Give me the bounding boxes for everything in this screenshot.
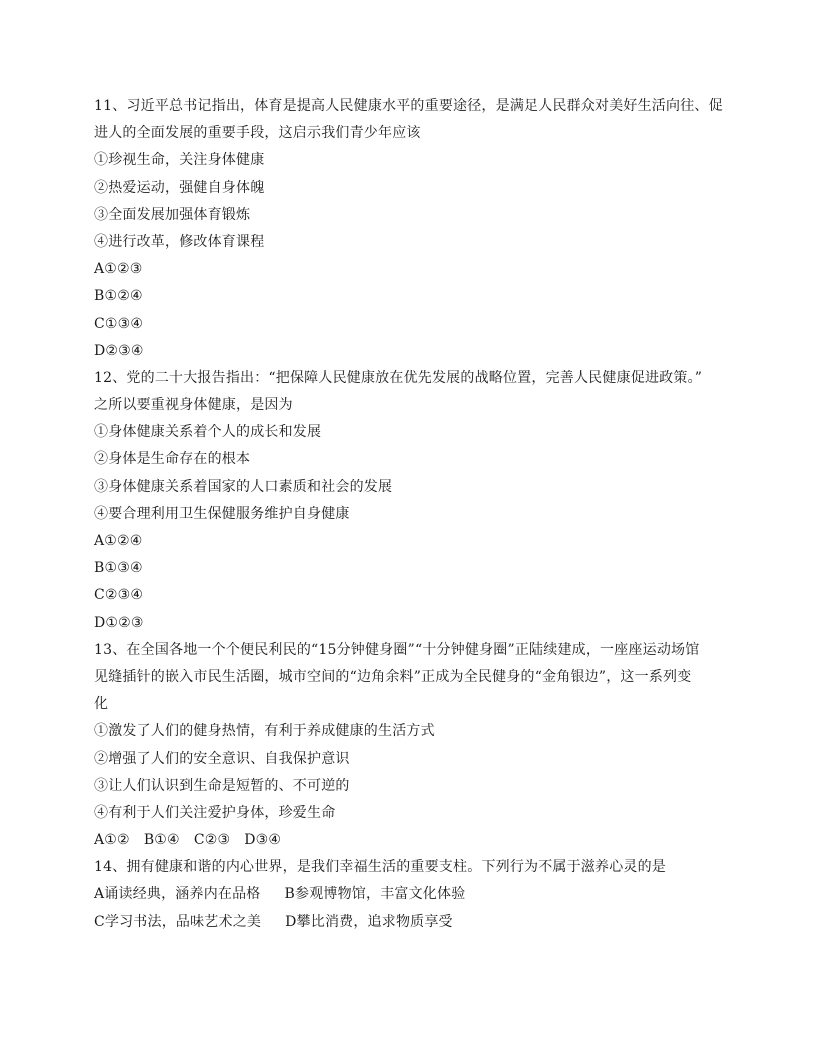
- question-12: [94, 365, 724, 637]
- answer-options-row: [94, 909, 724, 936]
- question-stem: 13、在全国各地一个个便民利民的“15分钟健身圈”“十分钟健身圈”正陆续建成，一座座运动场馆: [94, 641, 700, 658]
- statement-item: ③全面发展加强体育锻炼: [94, 206, 251, 223]
- answer-option-b: B①②④: [94, 288, 143, 305]
- question-stem: 14、拥有健康和谐的内心世界，是我们幸福生活的重要支柱。下列行为不属于滋养心灵的是: [94, 859, 667, 876]
- answer-option-d: D①②③: [94, 614, 144, 631]
- answer-options-row: [94, 881, 724, 908]
- answer-option-b: B①③④: [94, 560, 143, 577]
- statement-item: ④要合理利用卫生保健服务维护自身健康: [94, 505, 350, 522]
- question-stem: 见缝插针的嵌入市民生活圈，城市空间的“边角余料”正成为全民健身的“金角银边”，这一系列变: [94, 668, 692, 685]
- question-13: [94, 637, 724, 855]
- question-stem: 进人的全面发展的重要手段，这启示我们青少年应该: [94, 125, 421, 142]
- answer-option-b: B①④: [143, 832, 180, 849]
- answer-option-a: A①②④: [94, 533, 143, 549]
- answer-option-d: D②③④: [94, 342, 144, 359]
- document-page: [94, 93, 724, 936]
- statement-item: ④进行改革，修改体育课程: [94, 233, 265, 250]
- answer-option-a: A诵读经典，涵养内在品格: [94, 886, 261, 903]
- statement-item: ①激发了人们的健身热情，有利于养成健康的生活方式: [94, 723, 435, 740]
- statement-item: ②热爱运动，强健自身体魄: [94, 179, 265, 196]
- question-stem: 12、党的二十大报告指出：“把保障人民健康放在优先发展的战略位置，完善人民健康促进政策。”: [94, 369, 703, 386]
- question-stem: 11、习近平总书记指出，体育是提高人民健康水平的重要途径，是满足人民群众对美好生活向往、促: [94, 98, 723, 114]
- answer-option-c: C学习书法，品味艺术之美: [94, 913, 262, 930]
- statement-item: ③身体健康关系着国家的人口素质和社会的发展: [94, 478, 393, 495]
- answer-option-c: C②③④: [94, 587, 144, 604]
- answer-option-b: B参观博物馆，丰富文化体验: [284, 886, 466, 903]
- answer-option-c: C①③④: [94, 315, 144, 332]
- answer-options-row: [94, 827, 724, 854]
- statement-item: ③让人们认识到生命是短暂的、不可逆的: [94, 777, 350, 794]
- answer-option-a: A①②③: [94, 261, 143, 278]
- answer-option-a: A①②: [94, 832, 130, 849]
- statement-item: ①珍视生命，关注身体健康: [94, 152, 265, 169]
- question-14: [94, 854, 724, 936]
- statement-item: ①身体健康关系着个人的成长和发展: [94, 424, 322, 441]
- answer-option-c: C②③: [193, 832, 231, 849]
- answer-option-d: D攀比消费，追求物质享受: [285, 913, 453, 930]
- question-stem: 之所以要重视身体健康，是因为: [94, 397, 293, 414]
- answer-option-d: D③④: [244, 832, 282, 849]
- statement-item: ④有利于人们关注爱护身体，珍爱生命: [94, 804, 336, 821]
- statement-item: ②身体是生命存在的根本: [94, 451, 251, 468]
- statement-item: ②增强了人们的安全意识、自我保护意识: [94, 750, 350, 767]
- question-stem: 化: [94, 696, 109, 713]
- question-11: [94, 93, 724, 365]
